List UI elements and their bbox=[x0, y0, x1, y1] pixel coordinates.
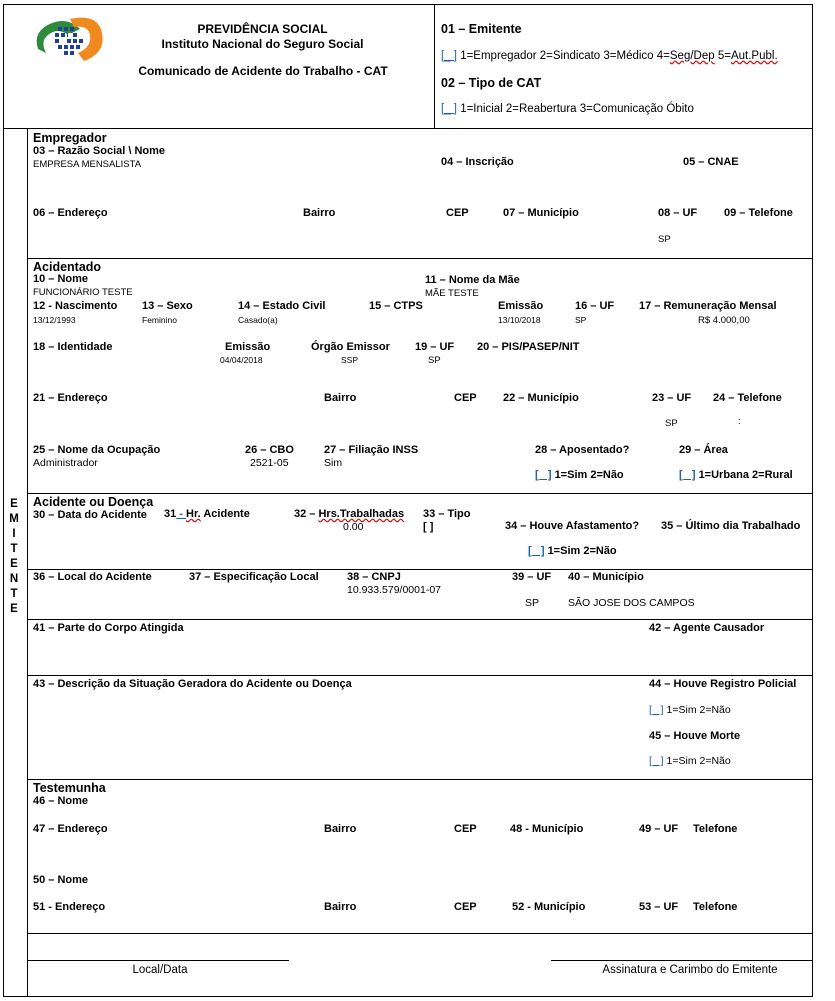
f01-options bbox=[441, 50, 778, 62]
f29-label: 29 – Área bbox=[679, 444, 728, 456]
f30-label: 30 – Data do Acidente bbox=[33, 509, 147, 521]
f29-checkbox[interactable]: [_ ] bbox=[679, 469, 696, 481]
f22-label: 22 – Município bbox=[503, 392, 579, 404]
f09-label: 09 – Telefone bbox=[724, 207, 793, 219]
f39-value: SP bbox=[525, 597, 540, 609]
side-label-emitente: E M I T E N T E bbox=[9, 498, 19, 615]
employer-bairro-label: Bairro bbox=[303, 207, 336, 219]
signature-line bbox=[551, 960, 813, 961]
f36-label: 36 – Local do Acidente bbox=[33, 571, 152, 583]
f13-value: Feminino bbox=[142, 315, 177, 325]
f19-label: 19 – UF bbox=[415, 341, 455, 353]
f44-label: 44 – Houve Registro Policial bbox=[649, 678, 797, 690]
injured-bairro-label: Bairro bbox=[324, 392, 357, 404]
ctps-emissao-value: 13/10/2018 bbox=[498, 315, 541, 325]
f01-label: 01 – Emitente bbox=[441, 22, 522, 36]
witness1-telefone-label: Telefone bbox=[693, 823, 738, 835]
f46-label: 46 – Nome bbox=[33, 795, 89, 807]
ctps-emissao-label: Emissão bbox=[498, 300, 544, 312]
f02-label: 02 – Tipo de CAT bbox=[441, 76, 542, 90]
f26-value: 2521-05 bbox=[250, 457, 289, 469]
witness-divider bbox=[27, 933, 813, 934]
f11-value: MÃE TESTE bbox=[425, 288, 479, 299]
witness2-telefone-label: Telefone bbox=[693, 901, 738, 913]
f27-value: Sim bbox=[324, 457, 343, 469]
f39-label: 39 – UF bbox=[512, 571, 552, 583]
f33-value[interactable]: [ ] bbox=[423, 521, 434, 533]
f10-label: 10 – Nome bbox=[33, 273, 89, 285]
section-employer: Empregador bbox=[33, 131, 107, 145]
f40-label: 40 – Município bbox=[568, 571, 644, 583]
f34-options: [_ ] 1=Sim 2=Não bbox=[528, 545, 617, 557]
f01-opt-4: Seg/Dep bbox=[669, 50, 715, 62]
f37-label: 37 – Especificação Local bbox=[189, 571, 319, 583]
f47-label: 47 – Endereço bbox=[33, 823, 108, 835]
f04-label: 04 – Inscrição bbox=[441, 156, 514, 168]
f53-label: 53 – UF bbox=[639, 901, 679, 913]
f14-label: 14 – Estado Civil bbox=[238, 300, 326, 312]
section-accident: Acidente ou Doença bbox=[33, 495, 154, 509]
f06-label: 06 – Endereço bbox=[33, 207, 108, 219]
header-divider bbox=[3, 128, 813, 129]
accident-divider bbox=[27, 779, 813, 780]
f38-value: 10.933.579/0001-07 bbox=[347, 584, 442, 596]
f40-value: SÃO JOSE DOS CAMPOS bbox=[568, 597, 695, 609]
f50-label: 50 – Nome bbox=[33, 874, 89, 886]
f32-value: 0.00 bbox=[343, 521, 364, 533]
f32-label: 32 – Hrs.Trabalhadas bbox=[294, 508, 405, 520]
f01-checkbox[interactable]: [_ ] bbox=[441, 50, 457, 62]
org-title: PREVIDÊNCIA SOCIAL bbox=[197, 22, 328, 36]
f20-label: 20 – PIS/PASEP/NIT bbox=[477, 341, 580, 353]
f01-options-text: 1=Empregador 2=Sindicato 3=Médico 4= bbox=[460, 50, 670, 62]
f33-label: 33 – Tipo bbox=[423, 508, 471, 520]
orgao-label: Órgão Emissor bbox=[311, 341, 390, 353]
injured-cep-label: CEP bbox=[454, 392, 477, 404]
f12-label: 12 - Nascimento bbox=[33, 300, 118, 312]
f23-value: SP bbox=[665, 418, 678, 429]
f34-checkbox[interactable]: [_ ] bbox=[528, 545, 545, 557]
f49-label: 49 – UF bbox=[639, 823, 679, 835]
f03-label: 03 – Razão Social \ Nome bbox=[33, 145, 166, 157]
f23-label: 23 – UF bbox=[652, 392, 692, 404]
f43-label: 43 – Descrição da Situação Geradora do Acidente ou Doença bbox=[33, 678, 352, 690]
local-data-line bbox=[27, 960, 289, 961]
f03-value: EMPRESA MENSALISTA bbox=[33, 159, 142, 170]
f34-label: 34 – Houve Afastamento? bbox=[505, 520, 640, 532]
f29-options: [_ ] 1=Urbana 2=Rural bbox=[679, 469, 793, 481]
f42-label: 42 – Agente Causador bbox=[649, 622, 765, 634]
witness1-bairro-label: Bairro bbox=[324, 823, 357, 835]
f24-label: 24 – Telefone bbox=[713, 392, 782, 404]
doc-title: Comunicado de Acidente do Trabalho - CAT bbox=[138, 64, 388, 78]
employer-divider bbox=[27, 258, 813, 259]
section-injured: Acidentado bbox=[33, 260, 102, 274]
f05-label: 05 – CNAE bbox=[683, 156, 739, 168]
f35-label: 35 – Último dia Trabalhado bbox=[661, 520, 801, 532]
section-witness: Testemunha bbox=[33, 781, 106, 795]
accident-row2-divider bbox=[27, 619, 813, 620]
inss-logo bbox=[28, 13, 106, 65]
f44-checkbox[interactable]: [_ ] bbox=[649, 704, 664, 716]
orgao-value: SSP bbox=[341, 355, 359, 365]
f45-label: 45 – Houve Morte bbox=[649, 730, 741, 742]
id-emissao-value: 04/04/2018 bbox=[220, 355, 263, 365]
f44-options: [_ ] 1=Sim 2=Não bbox=[649, 704, 731, 716]
f10-value: FUNCIONÁRIO TESTE bbox=[33, 287, 133, 298]
f14-value: Casado(a) bbox=[238, 315, 278, 325]
employer-cep-label: CEP bbox=[446, 207, 469, 219]
witness1-cep-label: CEP bbox=[454, 823, 477, 835]
f02-checkbox[interactable]: [_ ] bbox=[441, 103, 457, 115]
f17-label: 17 – Remuneração Mensal bbox=[639, 300, 777, 312]
f08-value: SP bbox=[658, 234, 671, 245]
f24-value: : bbox=[738, 416, 741, 427]
f11-label: 11 – Nome da Mãe bbox=[425, 274, 520, 286]
f48-label: 48 - Município bbox=[510, 823, 584, 835]
f26-label: 26 – CBO bbox=[245, 444, 294, 456]
f25-label: 25 – Nome da Ocupação bbox=[33, 444, 161, 456]
accident-row1-divider bbox=[27, 569, 813, 570]
f16-value: SP bbox=[575, 315, 587, 325]
f07-label: 07 – Município bbox=[503, 207, 579, 219]
f38-label: 38 – CNPJ bbox=[347, 571, 401, 583]
header-split bbox=[434, 4, 435, 128]
accident-row3-divider bbox=[27, 675, 813, 676]
f19-value: SP bbox=[428, 355, 441, 366]
f28-options: [_ ] 1=Sim 2=Não bbox=[535, 469, 624, 481]
f02-options bbox=[441, 103, 694, 115]
witness2-bairro-label: Bairro bbox=[324, 901, 357, 913]
org-subtitle: Instituto Nacional do Seguro Social bbox=[161, 37, 364, 51]
f45-options: [_ ] 1=Sim 2=Não bbox=[649, 755, 731, 767]
f52-label: 52 - Município bbox=[512, 901, 586, 913]
local-data-label: Local/Data bbox=[132, 964, 188, 976]
f51-label: 51 - Endereço bbox=[33, 901, 106, 913]
f31-label: 31 - Hr. Acidente bbox=[164, 508, 250, 520]
witness2-cep-label: CEP bbox=[454, 901, 477, 913]
signature-label: Assinatura e Carimbo do Emitente bbox=[602, 964, 778, 976]
id-emissao-label: Emissão bbox=[225, 341, 271, 353]
f02-options-text: 1=Inicial 2=Reabertura 3=Comunicação Óbito bbox=[460, 103, 694, 115]
f01-opt-5: Aut.Publ. bbox=[730, 50, 778, 62]
injured-divider bbox=[27, 493, 813, 494]
f12-value: 13/12/1993 bbox=[33, 315, 76, 325]
f21-label: 21 – Endereço bbox=[33, 392, 108, 404]
f41-label: 41 – Parte do Corpo Atingida bbox=[33, 622, 184, 634]
f15-label: 15 – CTPS bbox=[369, 300, 423, 312]
f27-label: 27 – Filiação INSS bbox=[324, 444, 419, 456]
f17-value: R$ 4.000,00 bbox=[698, 315, 750, 326]
f01-opt-sep: 5= bbox=[714, 50, 731, 62]
f13-label: 13 – Sexo bbox=[142, 300, 193, 312]
f08-label: 08 – UF bbox=[658, 207, 698, 219]
f28-label: 28 – Aposentado? bbox=[535, 444, 630, 456]
f16-label: 16 – UF bbox=[575, 300, 615, 312]
f28-checkbox[interactable]: [_ ] bbox=[535, 469, 552, 481]
f18-label: 18 – Identidade bbox=[33, 341, 113, 353]
f45-checkbox[interactable]: [_ ] bbox=[649, 755, 664, 767]
f25-value: Administrador bbox=[33, 457, 98, 469]
